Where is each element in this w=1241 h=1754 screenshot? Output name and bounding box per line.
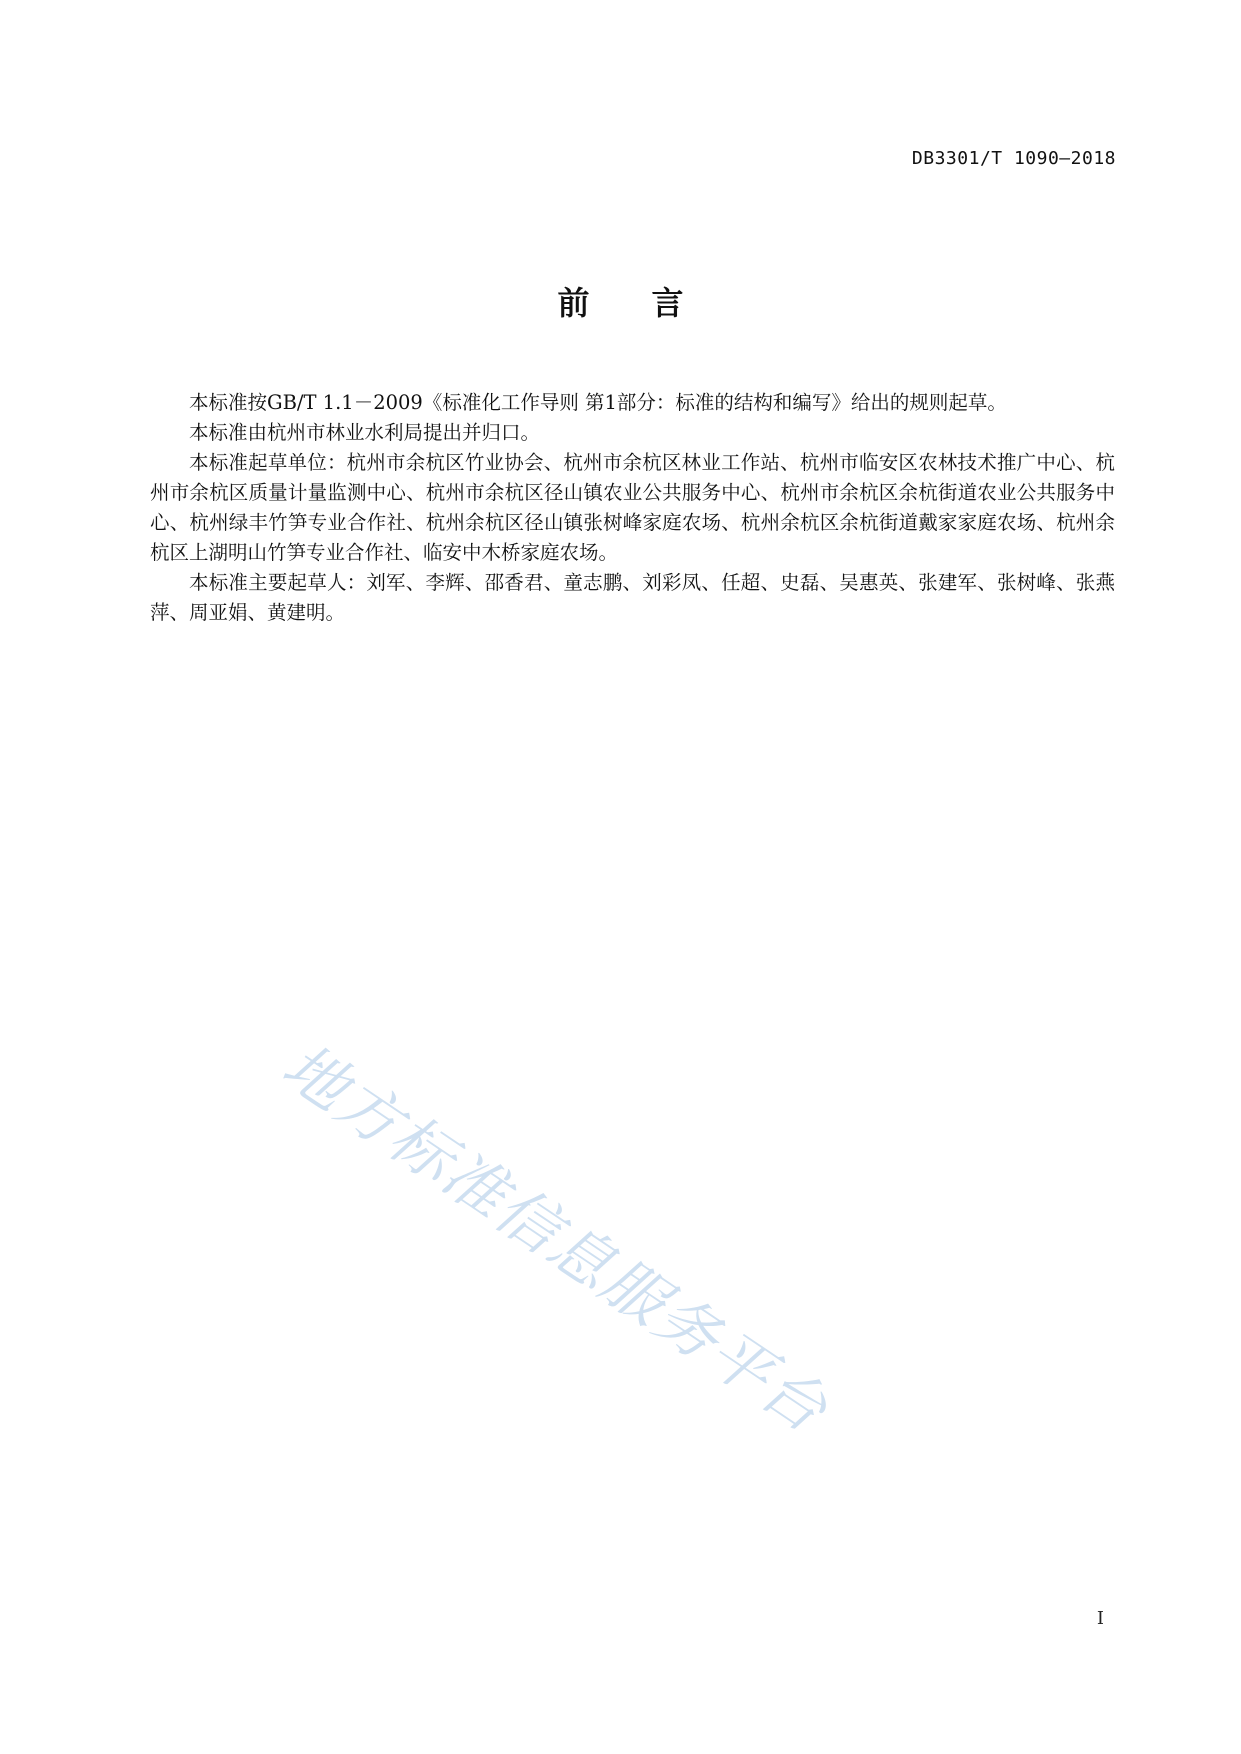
foreword-body: [150, 388, 1115, 628]
page-number: I: [1096, 1608, 1104, 1629]
document-code: DB3301/T 1090—2018: [911, 148, 1116, 169]
paragraph-drafting-units: 本标准起草单位：杭州市余杭区竹业协会、杭州市余杭区林业工作站、杭州市临安区农林技术推广中心、杭州市余杭区质量计量监测中心、杭州市余杭区径山镇农业公共服务中心、杭州市余杭区余杭街道农业公共服务中心、杭州绿丰竹笋专业合作社、杭州余杭区径山镇张树峰家庭农场、杭州余杭区余杭街道戴家家庭农场、杭州余杭区上湖明山竹笋专业合作社、临安中木桥家庭农场。: [150, 451, 1115, 564]
paragraph-drafting-rules: 本标准按GB/T 1.1－2009《标准化工作导则 第1部分：标准的结构和编写》给出的规则起草。: [189, 391, 1007, 414]
paragraph-drafters: 本标准主要起草人：刘军、李辉、邵香君、童志鹏、刘彩凤、任超、史磊、吴惠英、张建军、张树峰、张燕萍、周亚娟、黄建明。: [150, 571, 1115, 624]
paragraph-proposer: 本标准由杭州市林业水利局提出并归口。: [189, 421, 541, 444]
page-title: 前言: [557, 284, 746, 322]
watermark: 地方标准信息服务平台: [269, 1028, 842, 1448]
